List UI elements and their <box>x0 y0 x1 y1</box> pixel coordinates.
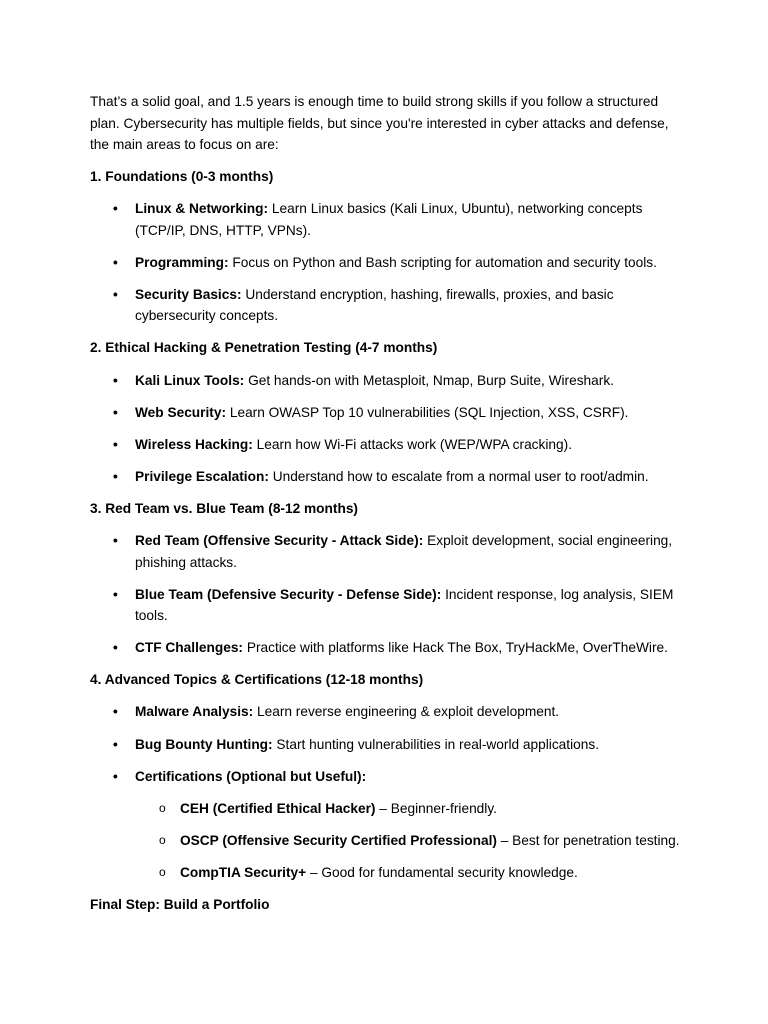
sub-list-item-oscp <box>159 830 686 852</box>
bullet-marker: • <box>113 768 118 784</box>
bullet-marker: • <box>113 372 118 388</box>
item-text: Incident response, log analysis, SIEM tools. <box>135 586 674 624</box>
list-item-privilege-escalation <box>113 466 686 488</box>
item-label: Malware Analysis: <box>135 704 254 720</box>
item-label: OSCP (Offensive Security Certified Professional) <box>180 832 497 848</box>
bullet-list <box>90 701 686 883</box>
item-label: Certifications (Optional but Useful): <box>135 768 367 784</box>
bullet-marker: • <box>113 586 118 602</box>
sub-list-item-ceh <box>159 798 686 820</box>
item-text: – Beginner-friendly. <box>379 800 497 816</box>
bullet-marker: • <box>113 254 118 270</box>
item-label: Red Team (Offensive Security - Attack Side): <box>135 533 424 549</box>
list-item-blue-team <box>113 584 686 627</box>
section-heading: 1. Foundations (0-3 months) <box>90 169 274 185</box>
list-item-ctf-challenges <box>113 637 686 659</box>
list-item-bug-bounty-hunting <box>113 734 686 756</box>
bullet-marker: • <box>113 436 118 452</box>
section-heading: 4. Advanced Topics & Certifications (12-18 months) <box>90 672 424 688</box>
sub-bullet-marker: o <box>159 864 166 879</box>
item-text: Learn OWASP Top 10 vulnerabilities (SQL Injection, XSS, CSRF). <box>229 404 629 420</box>
item-label: Bug Bounty Hunting: <box>135 736 273 752</box>
item-label: CEH (Certified Ethical Hacker) <box>180 800 376 816</box>
bullet-marker: • <box>113 533 118 549</box>
item-text: Focus on Python and Bash scripting for automation and security tools. <box>232 254 657 270</box>
item-label: CTF Challenges: <box>135 640 243 656</box>
item-label: Programming: <box>135 254 229 270</box>
list-item-linux-networking <box>113 198 686 241</box>
item-label: Wireless Hacking: <box>135 436 253 452</box>
sub-list-item-comptia-security-plus <box>159 862 686 884</box>
list-item-programming <box>113 252 686 274</box>
bullet-list <box>90 370 686 488</box>
list-item-malware-analysis <box>113 701 686 723</box>
bullet-list <box>90 530 686 659</box>
item-text: Understand how to escalate from a normal user to root/admin. <box>272 468 649 484</box>
item-label: Linux & Networking: <box>135 201 269 217</box>
sub-bullet-list <box>135 798 686 884</box>
list-item-kali-linux-tools <box>113 370 686 392</box>
bullet-list <box>90 198 686 327</box>
sub-bullet-marker: o <box>159 800 166 815</box>
list-item-certifications <box>113 766 686 884</box>
item-text: Practice with platforms like Hack The Box, TryHackMe, OverTheWire. <box>246 640 668 656</box>
item-text: Learn how Wi-Fi attacks work (WEP/WPA cracking). <box>256 436 572 452</box>
item-label: Kali Linux Tools: <box>135 372 245 388</box>
item-label: Security Basics: <box>135 286 242 302</box>
bullet-marker: • <box>113 704 118 720</box>
list-item-security-basics <box>113 284 686 327</box>
bullet-marker: • <box>113 201 118 217</box>
item-label: Blue Team (Defensive Security - Defense Side): <box>135 586 442 602</box>
bullet-marker: • <box>113 286 118 302</box>
item-text: Understand encryption, hashing, firewalls, proxies, and basic cybersecurity concepts. <box>135 286 614 324</box>
item-text: Learn reverse engineering & exploit development. <box>256 704 560 720</box>
item-text: Start hunting vulnerabilities in real-world applications. <box>276 736 600 752</box>
bullet-marker: • <box>113 736 118 752</box>
item-text: Learn Linux basics (Kali Linux, Ubuntu), networking concepts (TCP/IP, DNS, HTTP, VPNs). <box>135 201 643 238</box>
section-advanced-topics <box>90 669 686 883</box>
bullet-marker: • <box>113 404 118 420</box>
bullet-marker: • <box>113 468 118 484</box>
list-item-web-security <box>113 402 686 424</box>
section-heading: 2. Ethical Hacking & Penetration Testing (4-7 months) <box>90 340 438 356</box>
section-red-vs-blue-team <box>90 498 686 659</box>
item-label: CompTIA Security+ <box>180 864 307 880</box>
item-label: Privilege Escalation: <box>135 468 269 484</box>
final-step-heading: Final Step: Build a Portfolio <box>90 896 270 912</box>
item-text: – Best for penetration testing. <box>500 832 680 848</box>
section-heading: 3. Red Team vs. Blue Team (8-12 months) <box>90 500 358 516</box>
list-item-red-team <box>113 530 686 573</box>
document-page <box>90 91 686 926</box>
item-text: Get hands-on with Metasploit, Nmap, Burp Suite, Wireshark. <box>248 372 614 388</box>
sub-bullet-marker: o <box>159 832 166 847</box>
item-text: – Good for fundamental security knowledge. <box>309 864 578 880</box>
item-label: Web Security: <box>135 404 227 420</box>
bullet-marker: • <box>113 640 118 656</box>
item-text: Exploit development, social engineering, phishing attacks. <box>135 533 673 570</box>
section-ethical-hacking <box>90 337 686 487</box>
section-foundations <box>90 166 686 327</box>
list-item-wireless-hacking <box>113 434 686 456</box>
intro-paragraph: That’s a solid goal, and 1.5 years is enough time to build strong skills if you follow a structured plan. Cybersecurity has multiple fields, but since you're interested in cyber attacks and defense, the main areas to focus on are: <box>90 94 669 152</box>
